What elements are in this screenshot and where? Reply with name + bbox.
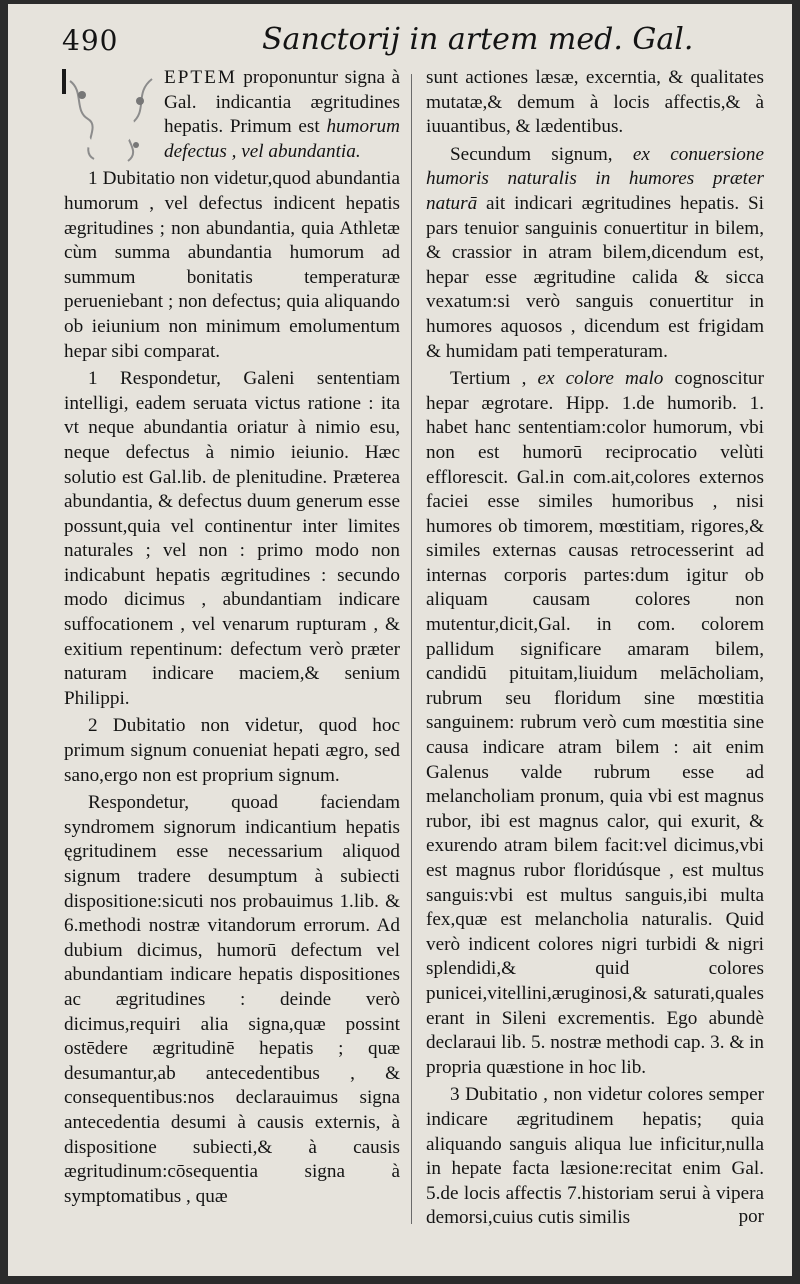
continuation-paragraph: sunt actiones læsæ, excerntia, & qualitates mutatæ,& demum à locis affectis,& à iuuantibus, & lædentibus. — [426, 67, 764, 138]
opening-text: proponuntur signa à Gal. indicantia ægritudines hepatis. Primum est — [164, 67, 400, 138]
opening-paragraph — [64, 59, 400, 171]
tertium-italic: ex colore malo — [537, 368, 664, 390]
secundum-italic: ex conuersione humoris naturalis in humores præter naturā — [426, 143, 764, 214]
page-number: 490 — [62, 24, 119, 57]
running-title: Sanctorij in artem med. Gal. — [262, 22, 694, 57]
dubitatio-2: 2 Dubitatio non videtur, quod hoc primum signum conueniat hepati ægro, sed sano,ergo non est proprium signum. — [64, 715, 400, 786]
opening-italic: humorum defectus , vel abundantia. — [164, 116, 400, 162]
secundum-lead: Secundum signum, — [450, 143, 633, 165]
book-page — [8, 4, 792, 1276]
left-column — [64, 59, 400, 1212]
responsio-1: 1 Respondetur, Galeni sententiam intelligi, eadem seruata victus ratione : ita vt neque abundantia oriatur à nimio esu, neque defectus à nimio ieiunio. Hæc solutio est Gal.lib. de plenitudine. Præterea abundantia, & defectus duum generum esse possunt,quia vel continentur inter limites naturales ; vel non : primo modo non indicabunt hepatis ægritudines : secundo modo dicimus , abundantiam indicare suffocationem , vel venarum rupturam , & exitium repentinum: defectum verò præter naturam indicare maciem,& senium Philippi. — [64, 368, 400, 709]
initial-letter: S — [78, 59, 144, 171]
right-column — [426, 66, 764, 1234]
page-header — [62, 16, 762, 60]
tertium-rest: cognoscitur hepar ægrotare. Hipp. 1.de humorib. 1. habet hanc sententiam:color humorum, vbi non est humorū reciprocatio velùti efflorescit. Gal.in com.ait,colores externos faciei esse similes humoribus , nisi humores ob timorem, mœstitiam, rigores,& similes externas causas retrocesserint ad internas corporis partes:dum igitur ob aliquam causam colores non mutentur,dicit,Gal. in com. colorem pallidum significare amaram bilem, candidū pituitam,liuidum melācholiam, rubrum seu floridum sine mœstitia sanguinem: rubrum verò cum mœstitia sine causa indicare atram bilem : ait enim Galenus valde rubrum esse ad melancholiam pronum, quia vbi est magnus rubor, ibi est magnus calor, qui exurit, & exurendo atram bilem facit:vel dicimus,vbi est magnus rubor floridúsque , est multus sanguis:vbi est multus sanguis,ibi multa fex,quæ est melancholia naturalis. Quid verò indicent colores nigri turbidi & nigri splendidi,& quid colores punicei,vitellini,æruginosi,& saturati,quales erant in Sileni excrementis. Ego abundè declaraui lib. 5. nostræ methodi cap. 3. & in propria quæstione in hoc lib. — [426, 368, 765, 1078]
column-rule — [411, 74, 412, 1224]
opening-smallcaps: EPTEM — [164, 67, 237, 88]
tertium-lead: Tertium , — [450, 368, 538, 390]
dubitatio-1: 1 Dubitatio non videtur,quod abundantia humorum , vel defectus indicent hepatis ægritudines ; non abundantia, quia Athletæ cùm summa abundantia humorum ad summum bonitatis temperaturæ perueniebant ; non defectus; quia aliquando ob ieiunium non minimum emolumentum hepar sibi comparat. — [64, 168, 400, 362]
tertium-signum — [426, 367, 764, 1080]
decorated-initial — [62, 59, 156, 171]
secundum-signum — [426, 143, 764, 364]
secundum-rest: ait indicari ægritudines hepatis. Si pars tenuior sanguinis conuertitur in bilem, & crassior in atram bilem,dicendum est, hepar esse ægritudine calida & sicca vexatum:si verò sanguis conuertitur in humores aquosos , dicendum est frigidam & humidam pati temperaturam. — [426, 192, 764, 362]
dubitatio-3: 3 Dubitatio , non videtur colores semper indicare ægritudinem hepatis; quia aliquando sanguis aliqua lue inficitur,nulla in hepate facta læsione:recitat enim Gal. 5.de locis affectis 7.historiam serui à vipera demorsi,cuius cutis similis — [426, 1084, 764, 1229]
catchword: por — [738, 1206, 764, 1227]
responsio-2: Respondetur, quoad faciendam syndromem signorum indicantium hepatis ęgritudinem esse necessarium aliquod signum tradere desumptum à subiecti dispositione:sicuti nos probauimus 1.lib. & 6.methodi nostræ vitandorum errorum. Ad dubium dicimus, humorū defectum vel abundantiam indicare hepatis dispositiones ac ægritudines : deinde verò dicimus,requiri alia signa,quæ possint ostēdere ægritudinē hepatis ; quæ desumantur,ab antecedentibus , & consequentibus:nos declarauimus signa antecedentia desumi à causis externis, à dispositione subiecti,& à causis ægritudinum:cōsequentia signa à symptomatibus , quæ — [64, 792, 400, 1207]
initial-ornament-frame — [62, 59, 144, 171]
